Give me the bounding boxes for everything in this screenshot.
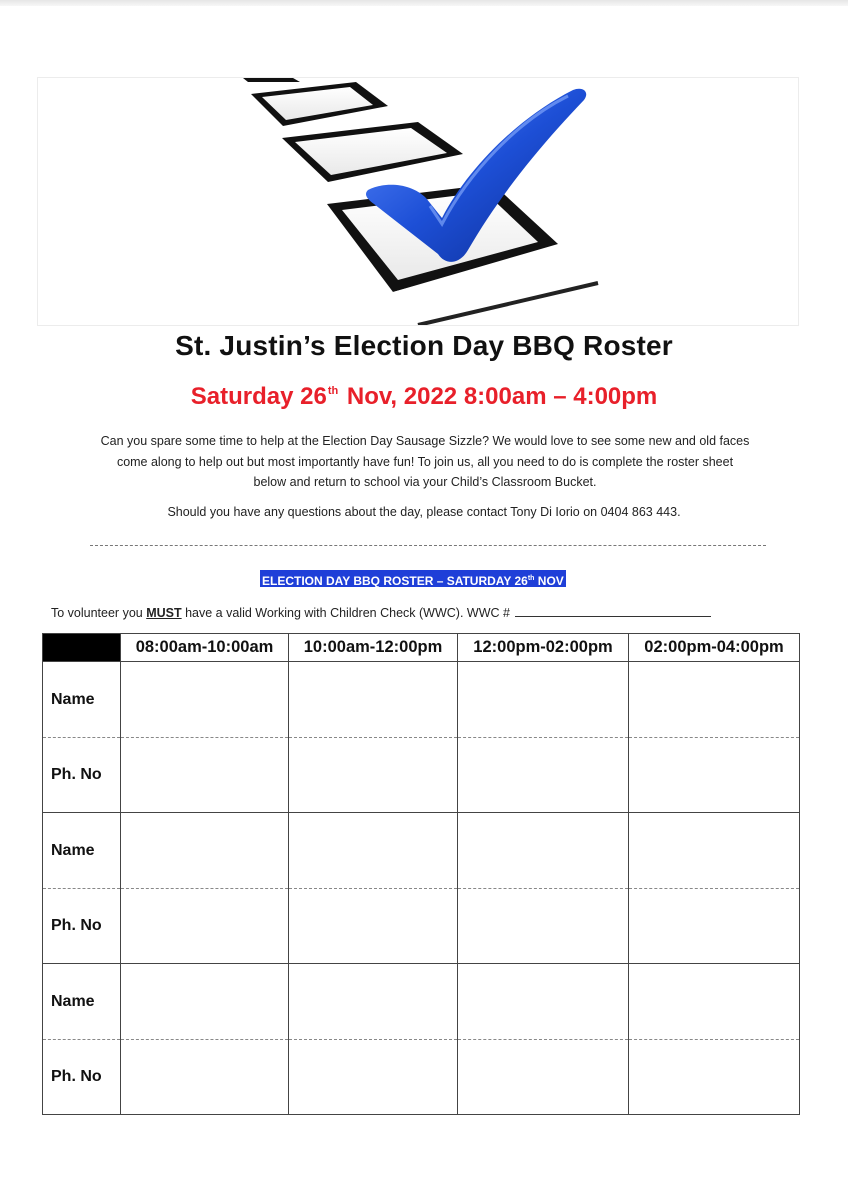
page-title: St. Justin’s Election Day BBQ Roster xyxy=(175,330,673,361)
name-field[interactable] xyxy=(458,964,629,1040)
name-field[interactable] xyxy=(289,964,458,1040)
intro-line: Can you spare some time to help at the Election Day Sausage Sizzle? We would love to see some new and old faces xyxy=(100,434,750,448)
name-field[interactable] xyxy=(629,662,800,738)
cut-line-divider xyxy=(90,545,766,546)
roster-banner xyxy=(260,570,566,587)
roster-name-row xyxy=(43,662,800,738)
banner-ordinal: th xyxy=(527,575,535,582)
roster-phone-row xyxy=(43,1040,800,1115)
phone-field[interactable] xyxy=(629,889,800,964)
name-field[interactable] xyxy=(289,662,458,738)
time-slot-header: 12:00pm-02:00pm xyxy=(458,634,629,662)
time-slot-header: 02:00pm-04:00pm xyxy=(629,634,800,662)
wwc-must: MUST xyxy=(146,606,182,620)
name-field[interactable] xyxy=(458,813,629,889)
phone-field[interactable] xyxy=(289,738,458,813)
roster-phone-row xyxy=(43,738,800,813)
intro-line: come along to help out but most importantly have fun! To join us, all you need to do is complete the roster sheet xyxy=(116,454,734,469)
roster-name-row xyxy=(43,964,800,1040)
checkmark-icon xyxy=(38,78,798,325)
roster-name-row xyxy=(43,813,800,889)
roster-phone-row xyxy=(43,889,800,964)
name-field[interactable] xyxy=(121,813,289,889)
wwc-text: To volunteer you xyxy=(51,606,147,620)
roster-table xyxy=(42,633,800,1115)
name-field[interactable] xyxy=(121,662,289,738)
name-label: Name xyxy=(43,813,121,889)
window-top-bar xyxy=(0,0,848,6)
intro-paragraph xyxy=(50,431,800,493)
phone-field[interactable] xyxy=(121,1040,289,1115)
name-field[interactable] xyxy=(289,813,458,889)
name-label: Name xyxy=(43,964,121,1040)
intro-line: below and return to school via your Child’s Classroom Bucket. xyxy=(253,475,597,489)
banner-text: ELECTION DAY BBQ ROSTER – SATURDAY 26 xyxy=(262,574,528,588)
name-label: Name xyxy=(43,662,121,738)
wwc-number-field[interactable] xyxy=(515,605,711,617)
name-field[interactable] xyxy=(458,662,629,738)
phone-field[interactable] xyxy=(458,1040,629,1115)
phone-label: Ph. No xyxy=(43,738,121,813)
date-suffix: Nov, 2022 8:00am – 4:00pm xyxy=(340,383,658,410)
phone-field[interactable] xyxy=(289,1040,458,1115)
roster-header-row xyxy=(43,634,800,662)
date-ordinal: th xyxy=(327,385,339,397)
name-field[interactable] xyxy=(629,964,800,1040)
phone-label: Ph. No xyxy=(43,1040,121,1115)
contact-info: Should you have any questions about the day, please contact Tony Di Iorio on 0404 863 443. xyxy=(167,505,681,519)
name-field[interactable] xyxy=(629,813,800,889)
phone-field[interactable] xyxy=(121,889,289,964)
banner-suffix: NOV xyxy=(534,574,564,588)
wwc-text-rest: have a valid Working with Children Check (WWC). WWC # xyxy=(181,606,514,620)
phone-label: Ph. No xyxy=(43,889,121,964)
header-corner xyxy=(43,634,121,662)
phone-field[interactable] xyxy=(629,1040,800,1115)
phone-field[interactable] xyxy=(121,738,289,813)
phone-field[interactable] xyxy=(458,889,629,964)
time-slot-header: 10:00am-12:00pm xyxy=(289,634,458,662)
date-prefix: Saturday 26 xyxy=(190,383,327,410)
checkbox-checkmark-image xyxy=(37,77,799,326)
phone-field[interactable] xyxy=(629,738,800,813)
wwc-requirement xyxy=(51,605,711,620)
event-date xyxy=(0,383,848,411)
phone-field[interactable] xyxy=(289,889,458,964)
name-field[interactable] xyxy=(121,964,289,1040)
phone-field[interactable] xyxy=(458,738,629,813)
time-slot-header: 08:00am-10:00am xyxy=(121,634,289,662)
